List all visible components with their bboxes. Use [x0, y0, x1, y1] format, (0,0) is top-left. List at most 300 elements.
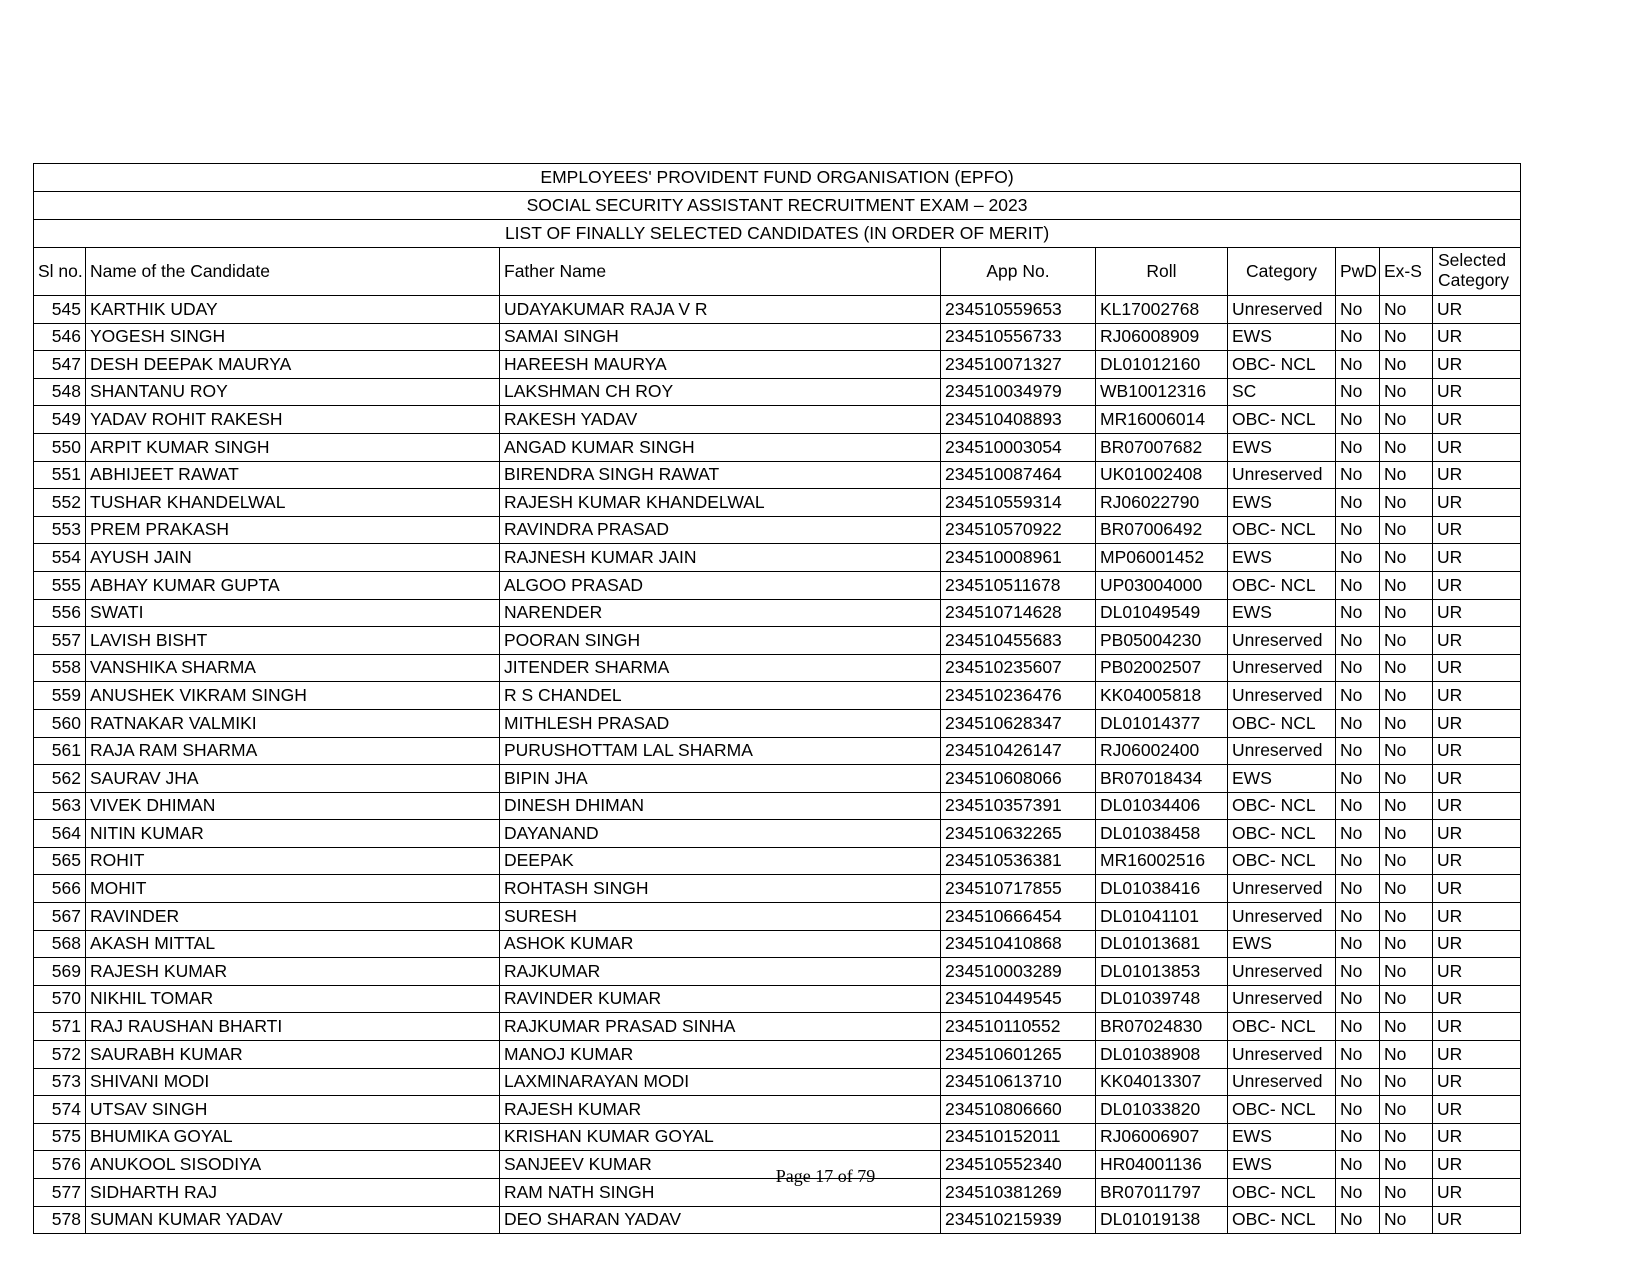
cell-candidate-name: SUMAN KUMAR YADAV: [86, 1206, 500, 1234]
cell-sl-no: 571: [34, 1013, 86, 1041]
cell-app-no: 234510381269: [941, 1179, 1096, 1207]
cell-ex-s: No: [1380, 378, 1433, 406]
cell-category: Unreserved: [1228, 654, 1336, 682]
cell-pwd: No: [1336, 792, 1380, 820]
cell-pwd: No: [1336, 1151, 1380, 1179]
cell-category: OBC- NCL: [1228, 847, 1336, 875]
cell-app-no: 234510449545: [941, 985, 1096, 1013]
cell-app-no: 234510003289: [941, 958, 1096, 986]
cell-category: Unreserved: [1228, 1068, 1336, 1096]
cell-sl-no: 556: [34, 599, 86, 627]
cell-father-name: MITHLESH PRASAD: [500, 709, 941, 737]
cell-app-no: 234510087464: [941, 461, 1096, 489]
cell-app-no: 234510556733: [941, 323, 1096, 351]
cell-ex-s: No: [1380, 351, 1433, 379]
cell-roll: KK04005818: [1096, 682, 1228, 710]
cell-candidate-name: SAURABH KUMAR: [86, 1041, 500, 1069]
cell-roll: MR16006014: [1096, 406, 1228, 434]
cell-category: EWS: [1228, 930, 1336, 958]
table-row: [34, 351, 1521, 379]
table-row: [34, 323, 1521, 351]
cell-app-no: 234510003054: [941, 433, 1096, 461]
cell-category: OBC- NCL: [1228, 516, 1336, 544]
cell-roll: RJ06002400: [1096, 737, 1228, 765]
cell-ex-s: No: [1380, 627, 1433, 655]
cell-father-name: SURESH: [500, 903, 941, 931]
cell-candidate-name: SAURAV JHA: [86, 765, 500, 793]
cell-roll: MR16002516: [1096, 847, 1228, 875]
cell-category: EWS: [1228, 433, 1336, 461]
table-row: [34, 599, 1521, 627]
cell-father-name: RAJKUMAR: [500, 958, 941, 986]
cell-candidate-name: DESH DEEPAK MAURYA: [86, 351, 500, 379]
header-pwd: PwD: [1336, 248, 1380, 296]
cell-ex-s: No: [1380, 1151, 1433, 1179]
cell-candidate-name: RAJA RAM SHARMA: [86, 737, 500, 765]
table-header-row: [34, 248, 1521, 296]
cell-pwd: No: [1336, 709, 1380, 737]
cell-category: EWS: [1228, 1151, 1336, 1179]
cell-selected-category: UR: [1433, 516, 1521, 544]
exam-title: SOCIAL SECURITY ASSISTANT RECRUITMENT EXAM – 2023: [34, 192, 1521, 220]
cell-selected-category: UR: [1433, 958, 1521, 986]
cell-selected-category: UR: [1433, 599, 1521, 627]
cell-ex-s: No: [1380, 875, 1433, 903]
cell-pwd: No: [1336, 820, 1380, 848]
cell-candidate-name: ANUSHEK VIKRAM SINGH: [86, 682, 500, 710]
cell-app-no: 234510552340: [941, 1151, 1096, 1179]
cell-category: Unreserved: [1228, 627, 1336, 655]
cell-father-name: ALGOO PRASAD: [500, 571, 941, 599]
header-app-no: App No.: [941, 248, 1096, 296]
cell-selected-category: UR: [1433, 406, 1521, 434]
cell-ex-s: No: [1380, 406, 1433, 434]
cell-roll: HR04001136: [1096, 1151, 1228, 1179]
cell-app-no: 234510071327: [941, 351, 1096, 379]
cell-app-no: 234510034979: [941, 378, 1096, 406]
cell-pwd: No: [1336, 599, 1380, 627]
cell-category: Unreserved: [1228, 958, 1336, 986]
cell-roll: DL01041101: [1096, 903, 1228, 931]
cell-father-name: RAJESH KUMAR: [500, 1096, 941, 1124]
cell-selected-category: UR: [1433, 847, 1521, 875]
cell-roll: BR07018434: [1096, 765, 1228, 793]
cell-ex-s: No: [1380, 461, 1433, 489]
table-row: [34, 985, 1521, 1013]
cell-category: EWS: [1228, 323, 1336, 351]
cell-roll: DL01049549: [1096, 599, 1228, 627]
cell-roll: DL01038416: [1096, 875, 1228, 903]
cell-candidate-name: ABHIJEET RAWAT: [86, 461, 500, 489]
cell-category: OBC- NCL: [1228, 351, 1336, 379]
cell-sl-no: 562: [34, 765, 86, 793]
exam-title-row: [34, 192, 1521, 220]
cell-app-no: 234510235607: [941, 654, 1096, 682]
cell-selected-category: UR: [1433, 930, 1521, 958]
cell-sl-no: 574: [34, 1096, 86, 1124]
merit-list-table: [33, 163, 1521, 1234]
cell-category: EWS: [1228, 489, 1336, 517]
table-row: [34, 489, 1521, 517]
cell-pwd: No: [1336, 516, 1380, 544]
cell-pwd: No: [1336, 737, 1380, 765]
cell-selected-category: UR: [1433, 737, 1521, 765]
table-row: [34, 930, 1521, 958]
cell-ex-s: No: [1380, 847, 1433, 875]
cell-pwd: No: [1336, 958, 1380, 986]
cell-father-name: MANOJ KUMAR: [500, 1041, 941, 1069]
cell-selected-category: UR: [1433, 296, 1521, 324]
cell-father-name: RAM NATH SINGH: [500, 1179, 941, 1207]
cell-roll: WB10012316: [1096, 378, 1228, 406]
table-row: [34, 1096, 1521, 1124]
cell-ex-s: No: [1380, 544, 1433, 572]
cell-father-name: DINESH DHIMAN: [500, 792, 941, 820]
cell-father-name: DEEPAK: [500, 847, 941, 875]
cell-selected-category: UR: [1433, 903, 1521, 931]
cell-selected-category: UR: [1433, 1206, 1521, 1234]
cell-ex-s: No: [1380, 323, 1433, 351]
cell-sl-no: 546: [34, 323, 86, 351]
cell-app-no: 234510357391: [941, 792, 1096, 820]
table-row: [34, 958, 1521, 986]
cell-father-name: BIRENDRA SINGH RAWAT: [500, 461, 941, 489]
cell-pwd: No: [1336, 627, 1380, 655]
cell-pwd: No: [1336, 461, 1380, 489]
cell-father-name: RAVINDER KUMAR: [500, 985, 941, 1013]
cell-app-no: 234510559314: [941, 489, 1096, 517]
cell-selected-category: UR: [1433, 1179, 1521, 1207]
cell-candidate-name: AKASH MITTAL: [86, 930, 500, 958]
cell-ex-s: No: [1380, 792, 1433, 820]
cell-father-name: R S CHANDEL: [500, 682, 941, 710]
cell-sl-no: 566: [34, 875, 86, 903]
cell-ex-s: No: [1380, 296, 1433, 324]
cell-sl-no: 554: [34, 544, 86, 572]
cell-selected-category: UR: [1433, 1041, 1521, 1069]
cell-sl-no: 569: [34, 958, 86, 986]
cell-pwd: No: [1336, 1123, 1380, 1151]
table-row: [34, 737, 1521, 765]
cell-pwd: No: [1336, 296, 1380, 324]
cell-candidate-name: BHUMIKA GOYAL: [86, 1123, 500, 1151]
cell-father-name: POORAN SINGH: [500, 627, 941, 655]
cell-ex-s: No: [1380, 1041, 1433, 1069]
cell-selected-category: UR: [1433, 765, 1521, 793]
cell-category: EWS: [1228, 765, 1336, 793]
cell-app-no: 234510408893: [941, 406, 1096, 434]
cell-candidate-name: PREM PRAKASH: [86, 516, 500, 544]
cell-candidate-name: RATNAKAR VALMIKI: [86, 709, 500, 737]
cell-roll: DL01033820: [1096, 1096, 1228, 1124]
cell-roll: DL01034406: [1096, 792, 1228, 820]
cell-ex-s: No: [1380, 599, 1433, 627]
cell-roll: KL17002768: [1096, 296, 1228, 324]
cell-app-no: 234510714628: [941, 599, 1096, 627]
cell-father-name: ANGAD KUMAR SINGH: [500, 433, 941, 461]
cell-father-name: PURUSHOTTAM LAL SHARMA: [500, 737, 941, 765]
cell-roll: PB02002507: [1096, 654, 1228, 682]
cell-sl-no: 557: [34, 627, 86, 655]
table-row: [34, 406, 1521, 434]
cell-candidate-name: ANUKOOL SISODIYA: [86, 1151, 500, 1179]
header-ex-s: Ex-S: [1380, 248, 1433, 296]
cell-candidate-name: RAVINDER: [86, 903, 500, 931]
cell-category: Unreserved: [1228, 461, 1336, 489]
cell-candidate-name: ARPIT KUMAR SINGH: [86, 433, 500, 461]
cell-selected-category: UR: [1433, 1123, 1521, 1151]
cell-category: EWS: [1228, 1123, 1336, 1151]
cell-category: Unreserved: [1228, 296, 1336, 324]
cell-category: OBC- NCL: [1228, 1206, 1336, 1234]
cell-ex-s: No: [1380, 682, 1433, 710]
cell-sl-no: 568: [34, 930, 86, 958]
cell-selected-category: UR: [1433, 709, 1521, 737]
cell-roll: UK01002408: [1096, 461, 1228, 489]
cell-pwd: No: [1336, 985, 1380, 1013]
table-row: [34, 847, 1521, 875]
cell-app-no: 234510008961: [941, 544, 1096, 572]
cell-father-name: LAXMINARAYAN MODI: [500, 1068, 941, 1096]
cell-father-name: RAJESH KUMAR KHANDELWAL: [500, 489, 941, 517]
cell-ex-s: No: [1380, 737, 1433, 765]
cell-app-no: 234510570922: [941, 516, 1096, 544]
cell-roll: KK04013307: [1096, 1068, 1228, 1096]
table-row: [34, 1013, 1521, 1041]
table-row: [34, 1123, 1521, 1151]
cell-selected-category: UR: [1433, 1013, 1521, 1041]
table-row: [34, 516, 1521, 544]
cell-candidate-name: SHIVANI MODI: [86, 1068, 500, 1096]
cell-roll: MP06001452: [1096, 544, 1228, 572]
cell-category: EWS: [1228, 544, 1336, 572]
cell-selected-category: UR: [1433, 985, 1521, 1013]
cell-app-no: 234510632265: [941, 820, 1096, 848]
cell-pwd: No: [1336, 406, 1380, 434]
cell-selected-category: UR: [1433, 461, 1521, 489]
cell-category: Unreserved: [1228, 903, 1336, 931]
cell-father-name: NARENDER: [500, 599, 941, 627]
cell-sl-no: 563: [34, 792, 86, 820]
cell-app-no: 234510511678: [941, 571, 1096, 599]
cell-father-name: UDAYAKUMAR RAJA V R: [500, 296, 941, 324]
cell-father-name: RAVINDRA PRASAD: [500, 516, 941, 544]
cell-category: OBC- NCL: [1228, 820, 1336, 848]
cell-ex-s: No: [1380, 820, 1433, 848]
cell-app-no: 234510426147: [941, 737, 1096, 765]
cell-selected-category: UR: [1433, 792, 1521, 820]
cell-category: OBC- NCL: [1228, 1013, 1336, 1041]
cell-sl-no: 551: [34, 461, 86, 489]
cell-ex-s: No: [1380, 1096, 1433, 1124]
cell-father-name: ROHTASH SINGH: [500, 875, 941, 903]
table-row: [34, 709, 1521, 737]
merit-list-sheet: [33, 163, 1520, 1234]
page-footer: Page 17 of 79: [775, 1166, 876, 1186]
cell-ex-s: No: [1380, 985, 1433, 1013]
cell-pwd: No: [1336, 875, 1380, 903]
cell-sl-no: 555: [34, 571, 86, 599]
table-row: [34, 792, 1521, 820]
table-row: [34, 627, 1521, 655]
cell-ex-s: No: [1380, 654, 1433, 682]
cell-category: Unreserved: [1228, 737, 1336, 765]
table-row: [34, 903, 1521, 931]
cell-candidate-name: NITIN KUMAR: [86, 820, 500, 848]
cell-category: OBC- NCL: [1228, 1179, 1336, 1207]
table-row: [34, 682, 1521, 710]
cell-sl-no: 553: [34, 516, 86, 544]
table-row: [34, 654, 1521, 682]
cell-app-no: 234510215939: [941, 1206, 1096, 1234]
cell-roll: BR07007682: [1096, 433, 1228, 461]
cell-candidate-name: TUSHAR KHANDELWAL: [86, 489, 500, 517]
cell-father-name: DEO SHARAN YADAV: [500, 1206, 941, 1234]
cell-sl-no: 548: [34, 378, 86, 406]
cell-father-name: BIPIN JHA: [500, 765, 941, 793]
cell-category: Unreserved: [1228, 875, 1336, 903]
table-row: [34, 1041, 1521, 1069]
cell-app-no: 234510628347: [941, 709, 1096, 737]
cell-candidate-name: ABHAY KUMAR GUPTA: [86, 571, 500, 599]
header-father-name: Father Name: [500, 248, 941, 296]
cell-ex-s: No: [1380, 709, 1433, 737]
cell-sl-no: 552: [34, 489, 86, 517]
cell-candidate-name: SWATI: [86, 599, 500, 627]
cell-ex-s: No: [1380, 516, 1433, 544]
cell-father-name: KRISHAN KUMAR GOYAL: [500, 1123, 941, 1151]
table-row: [34, 1068, 1521, 1096]
cell-pwd: No: [1336, 765, 1380, 793]
cell-candidate-name: UTSAV SINGH: [86, 1096, 500, 1124]
cell-pwd: No: [1336, 323, 1380, 351]
header-selected-category: [1433, 248, 1521, 296]
cell-category: Unreserved: [1228, 985, 1336, 1013]
list-title-row: [34, 220, 1521, 248]
cell-category: OBC- NCL: [1228, 571, 1336, 599]
cell-roll: DL01038908: [1096, 1041, 1228, 1069]
cell-category: Unreserved: [1228, 682, 1336, 710]
cell-candidate-name: MOHIT: [86, 875, 500, 903]
cell-app-no: 234510806660: [941, 1096, 1096, 1124]
table-row: [34, 875, 1521, 903]
cell-sl-no: 560: [34, 709, 86, 737]
cell-ex-s: No: [1380, 958, 1433, 986]
cell-app-no: 234510536381: [941, 847, 1096, 875]
cell-pwd: No: [1336, 351, 1380, 379]
cell-sl-no: 576: [34, 1151, 86, 1179]
header-selected-category-line1: Selected: [1438, 250, 1507, 271]
cell-candidate-name: AYUSH JAIN: [86, 544, 500, 572]
cell-sl-no: 558: [34, 654, 86, 682]
cell-category: Unreserved: [1228, 1041, 1336, 1069]
cell-selected-category: UR: [1433, 682, 1521, 710]
cell-selected-category: UR: [1433, 433, 1521, 461]
cell-father-name: LAKSHMAN CH ROY: [500, 378, 941, 406]
cell-roll: RJ06006907: [1096, 1123, 1228, 1151]
merit-list-body: [34, 164, 1521, 1234]
cell-category: OBC- NCL: [1228, 792, 1336, 820]
cell-roll: DL01038458: [1096, 820, 1228, 848]
cell-ex-s: No: [1380, 765, 1433, 793]
cell-app-no: 234510666454: [941, 903, 1096, 931]
organisation-title-row: [34, 164, 1521, 192]
cell-app-no: 234510559653: [941, 296, 1096, 324]
cell-candidate-name: YADAV ROHIT RAKESH: [86, 406, 500, 434]
cell-roll: BR07011797: [1096, 1179, 1228, 1207]
table-row: [34, 544, 1521, 572]
cell-sl-no: 564: [34, 820, 86, 848]
cell-pwd: No: [1336, 1068, 1380, 1096]
cell-category: SC: [1228, 378, 1336, 406]
cell-father-name: RAJKUMAR PRASAD SINHA: [500, 1013, 941, 1041]
cell-sl-no: 549: [34, 406, 86, 434]
table-row: [34, 461, 1521, 489]
table-row: [34, 433, 1521, 461]
cell-roll: DL01012160: [1096, 351, 1228, 379]
cell-ex-s: No: [1380, 1206, 1433, 1234]
cell-candidate-name: LAVISH BISHT: [86, 627, 500, 655]
cell-selected-category: UR: [1433, 323, 1521, 351]
cell-category: OBC- NCL: [1228, 406, 1336, 434]
cell-candidate-name: SIDHARTH RAJ: [86, 1179, 500, 1207]
cell-roll: DL01013853: [1096, 958, 1228, 986]
cell-selected-category: UR: [1433, 489, 1521, 517]
cell-pwd: No: [1336, 1206, 1380, 1234]
cell-app-no: 234510455683: [941, 627, 1096, 655]
cell-category: EWS: [1228, 599, 1336, 627]
cell-roll: DL01019138: [1096, 1206, 1228, 1234]
cell-sl-no: 572: [34, 1041, 86, 1069]
cell-app-no: 234510110552: [941, 1013, 1096, 1041]
header-category: Category: [1228, 248, 1336, 296]
table-row: [34, 378, 1521, 406]
cell-category: OBC- NCL: [1228, 1096, 1336, 1124]
cell-pwd: No: [1336, 930, 1380, 958]
cell-sl-no: 570: [34, 985, 86, 1013]
cell-pwd: No: [1336, 1041, 1380, 1069]
cell-app-no: 234510717855: [941, 875, 1096, 903]
cell-roll: DL01039748: [1096, 985, 1228, 1013]
cell-ex-s: No: [1380, 571, 1433, 599]
cell-selected-category: UR: [1433, 1151, 1521, 1179]
header-roll: Roll: [1096, 248, 1228, 296]
cell-sl-no: 559: [34, 682, 86, 710]
cell-sl-no: 565: [34, 847, 86, 875]
cell-app-no: 234510152011: [941, 1123, 1096, 1151]
cell-ex-s: No: [1380, 1068, 1433, 1096]
cell-pwd: No: [1336, 433, 1380, 461]
cell-father-name: SAMAI SINGH: [500, 323, 941, 351]
cell-pwd: No: [1336, 903, 1380, 931]
cell-pwd: No: [1336, 571, 1380, 599]
header-sl-no: Sl no.: [34, 248, 86, 296]
cell-sl-no: 567: [34, 903, 86, 931]
cell-ex-s: No: [1380, 433, 1433, 461]
cell-pwd: No: [1336, 1179, 1380, 1207]
cell-sl-no: 573: [34, 1068, 86, 1096]
cell-pwd: No: [1336, 1013, 1380, 1041]
cell-roll: UP03004000: [1096, 571, 1228, 599]
table-row: [34, 820, 1521, 848]
cell-sl-no: 575: [34, 1123, 86, 1151]
cell-candidate-name: SHANTANU ROY: [86, 378, 500, 406]
cell-selected-category: UR: [1433, 544, 1521, 572]
list-title: LIST OF FINALLY SELECTED CANDIDATES (IN ORDER OF MERIT): [34, 220, 1521, 248]
cell-selected-category: UR: [1433, 820, 1521, 848]
cell-sl-no: 547: [34, 351, 86, 379]
cell-sl-no: 561: [34, 737, 86, 765]
